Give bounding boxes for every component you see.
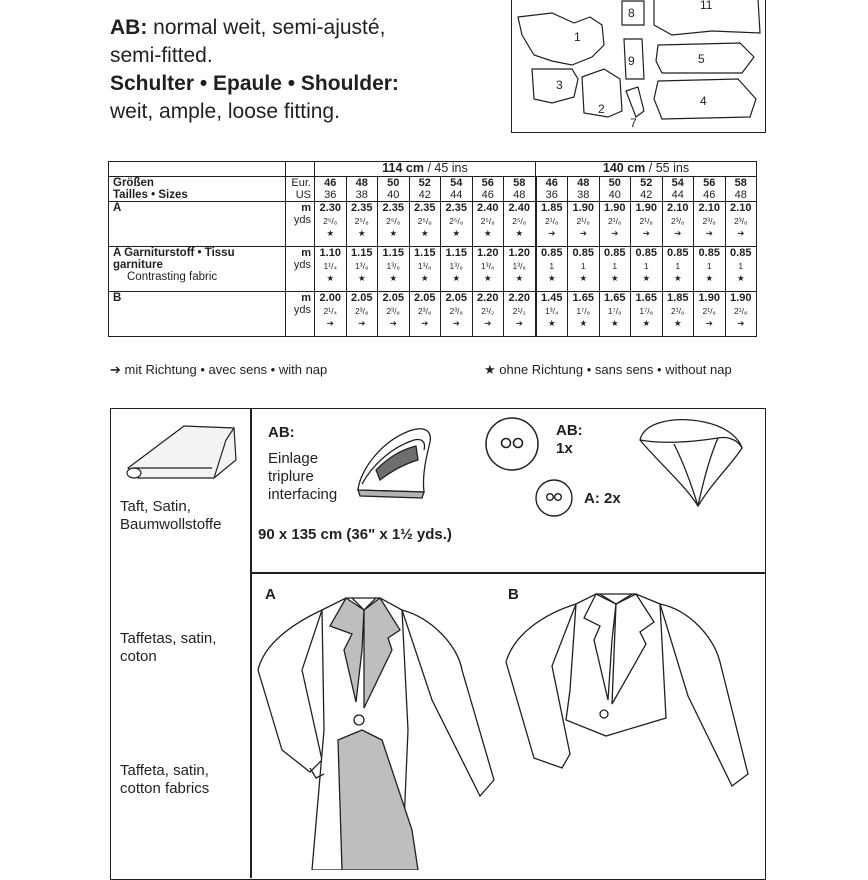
table-header-sizes [109, 177, 757, 202]
piece-number: 7 [630, 116, 637, 130]
size-column-header: 50 40 [599, 177, 631, 202]
small-button-qty: A: 2x [584, 490, 621, 507]
size-column-header: 56 46 [694, 177, 726, 202]
view-label: A Garniturstoff • Tissu garniture Contrasting fabric [109, 247, 286, 292]
fit-description [110, 14, 399, 126]
yardage-cell: 0.85 1 ★ [536, 247, 568, 292]
fabric-roll-icon [122, 420, 240, 486]
yardage-cell: 2.10 2³/₈ ➔ [725, 202, 757, 247]
yardage-cell: 2.05 2³/₈ ➔ [346, 292, 378, 337]
size-column-header: 48 38 [568, 177, 600, 202]
iron-icon [352, 418, 438, 500]
yardage-row [109, 292, 757, 337]
fabrics-french: Taffetas, satin, coton [120, 630, 217, 665]
interfacing-view-label: AB: [268, 424, 295, 441]
interfacing-label: Einlage triplure interfacing [268, 450, 338, 503]
fit-shoulder-text: weit, ample, loose fitting. [110, 100, 340, 123]
size-column-header: 58 48 [504, 177, 536, 202]
width-114-header: 114 cm / 45 ins [315, 162, 536, 177]
large-button-view-label: AB: [556, 422, 583, 439]
view-label: A [109, 202, 286, 247]
sizes-label: Größen Tailles • Sizes [109, 177, 286, 202]
yardage-cell: 1.15 1³/₈ ★ [378, 247, 410, 292]
yardage-cell: 1.65 1⁷/₈ ★ [568, 292, 600, 337]
yardage-cell: 2.05 2³/₈ ➔ [378, 292, 410, 337]
fabrics-german: Taft, Satin, Baumwollstoffe [120, 498, 222, 533]
yardage-cell: 1.90 2¹/₈ ➔ [568, 202, 600, 247]
yardage-table [108, 161, 757, 337]
yardage-cell: 2.00 2¹/₄ ➔ [315, 292, 347, 337]
yardage-cell: 2.05 2³/₈ ➔ [441, 292, 473, 337]
yardage-cell: 2.10 2³/₈ ➔ [694, 202, 726, 247]
fit-ab-label: AB: [110, 16, 148, 39]
size-column-header: 48 38 [346, 177, 378, 202]
small-button-icon [534, 478, 574, 518]
piece-number: 9 [628, 54, 635, 68]
size-column-header: 50 40 [378, 177, 410, 202]
notions-divider [250, 572, 766, 574]
yardage-cell: 0.85 1 ★ [631, 247, 663, 292]
fabrics-english: Taffeta, satin, cotton fabrics [120, 762, 210, 797]
yardage-cell: 2.05 2³/₈ ➔ [409, 292, 441, 337]
view-a-label: A [265, 586, 276, 603]
legend-with-nap: ➔ mit Richtung • avec sens • with nap [110, 362, 328, 377]
piece-number: 1 [574, 30, 581, 44]
fit-shoulder-label: Schulter • Epaule • Shoulder: [110, 72, 399, 95]
size-column-header: 54 44 [441, 177, 473, 202]
size-column-header: 56 46 [472, 177, 504, 202]
unit-label: m yds [286, 247, 315, 292]
yardage-cell: 1.65 1⁷/₈ ★ [631, 292, 663, 337]
yardage-cell: 2.10 2³/₈ ➔ [662, 202, 694, 247]
size-column-header: 58 48 [725, 177, 757, 202]
piece-number: 5 [698, 52, 705, 66]
yardage-cell: 2.30 2⁵/₈ ★ [315, 202, 347, 247]
piece-number: 2 [598, 102, 605, 116]
legend-without-nap: ★ ohne Richtung • sans sens • without nap [484, 362, 732, 377]
size-column-header: 52 42 [409, 177, 441, 202]
yardage-cell: 2.40 2⁵/₈ ★ [504, 202, 536, 247]
view-b-jacket-drawing [500, 590, 750, 790]
width-140-header: 140 cm / 55 ins [536, 162, 757, 177]
yardage-cell: 1.10 1¹/₄ ★ [315, 247, 347, 292]
yardage-cell: 0.85 1 ★ [599, 247, 631, 292]
piece-3-shape [532, 69, 578, 103]
yardage-cell: 1.90 2¹/₈ ➔ [631, 202, 663, 247]
yardage-cell: 0.85 1 ★ [662, 247, 694, 292]
yardage-cell: 1.90 2¹/₈ ➔ [599, 202, 631, 247]
yardage-row [109, 247, 757, 292]
yardage-cell: 2.35 2⁵/₈ ★ [346, 202, 378, 247]
unit-label: m yds [286, 202, 315, 247]
yardage-cell: 1.90 2¹/₈ ➔ [725, 292, 757, 337]
view-a-jacket-drawing [252, 590, 502, 870]
yardage-cell: 2.35 2⁵/₈ ★ [409, 202, 441, 247]
piece-number: 4 [700, 94, 707, 108]
yardage-cell: 1.15 1³/₈ ★ [346, 247, 378, 292]
yardage-row [109, 202, 757, 247]
fit-ab-text: normal weit, semi-ajusté, [147, 16, 386, 39]
piece-5-shape [656, 43, 754, 73]
yardage-cell: 0.85 1 ★ [694, 247, 726, 292]
yardage-cell: 2.20 2¹/₂ ➔ [504, 292, 536, 337]
piece-number: 11 [700, 0, 713, 12]
yardage-cell: 2.40 2⁵/₈ ★ [472, 202, 504, 247]
shoulder-pad-icon [634, 414, 748, 512]
piece-number: 3 [556, 78, 563, 92]
yardage-cell: 1.15 1³/₈ ★ [409, 247, 441, 292]
yardage-cell: 1.85 2¹/₈ ★ [662, 292, 694, 337]
yardage-cell: 1.90 2¹/₈ ➔ [694, 292, 726, 337]
yardage-cell: 1.45 1³/₄ ★ [536, 292, 568, 337]
size-column-header: 54 44 [662, 177, 694, 202]
yardage-cell: 1.20 1³/₈ ★ [472, 247, 504, 292]
large-button-icon [484, 416, 540, 472]
yardage-cell: 2.35 2⁵/₈ ★ [378, 202, 410, 247]
yardage-cell: 0.85 1 ★ [725, 247, 757, 292]
piece-number: 8 [628, 6, 635, 20]
yardage-cell: 1.65 1⁷/₈ ★ [599, 292, 631, 337]
yardage-cell: 1.20 1³/₈ ★ [504, 247, 536, 292]
yardage-cell: 2.35 2⁵/₈ ★ [441, 202, 473, 247]
pattern-pieces-drawing [512, 0, 765, 132]
large-button-qty: 1x [556, 440, 573, 457]
interfacing-size: 90 x 135 cm (36" x 1½ yds.) [258, 526, 452, 543]
yardage-cell: 2.20 2¹/₂ ➔ [472, 292, 504, 337]
yardage-cell: 0.85 1 ★ [568, 247, 600, 292]
piece-1-shape [518, 13, 604, 65]
yardage-cell: 1.85 2¹/₈ ➔ [536, 202, 568, 247]
size-column-header: 46 36 [536, 177, 568, 202]
table-header-widths [109, 162, 757, 177]
view-b-label: B [508, 586, 519, 603]
view-label: B [109, 292, 286, 337]
size-column-header: 46 36 [315, 177, 347, 202]
fit-ab-text2: semi-fitted. [110, 44, 213, 67]
size-system-label: Eur. US [286, 177, 315, 202]
size-column-header: 52 42 [631, 177, 663, 202]
pattern-pieces-diagram [511, 0, 766, 133]
yardage-cell: 1.15 1³/₈ ★ [441, 247, 473, 292]
unit-label: m yds [286, 292, 315, 337]
piece-7-shape [626, 87, 644, 117]
